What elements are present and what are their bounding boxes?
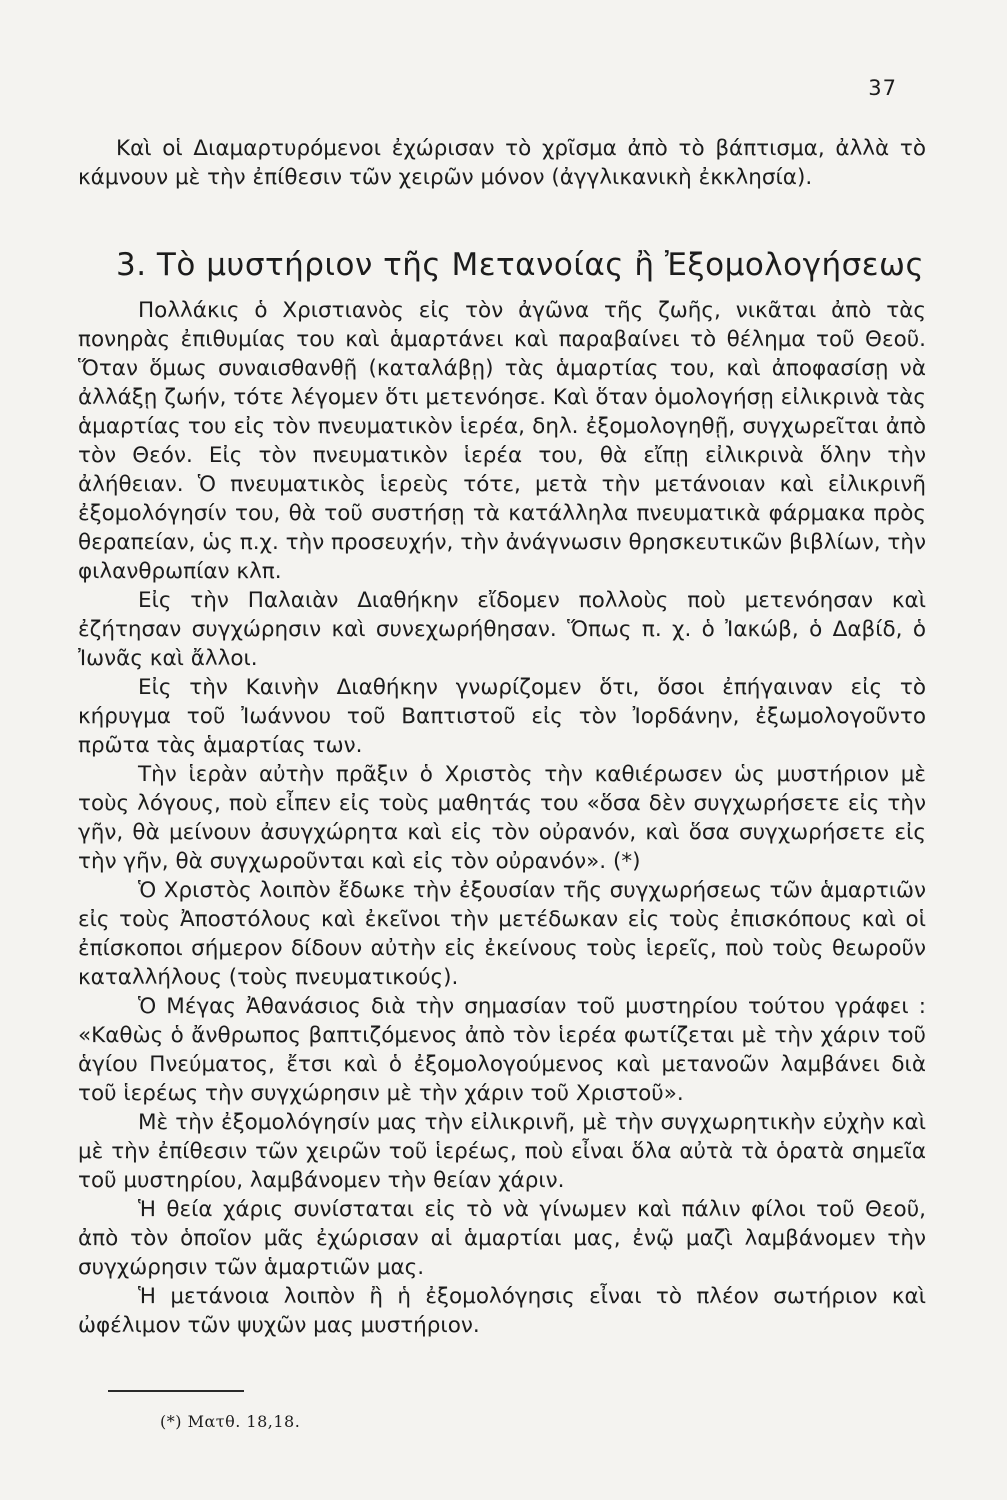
intro-text: Καὶ οἱ Διαμαρτυρόμενοι ἐχώρισαν τὸ χρῖσμα ἀπὸ τὸ βάπτισμα, ἀλλὰ τὸ κάμνουν μὲ τὴν ἐπίθεσιν τῶν χειρῶν μόνον (ἀγγλικανικὴ ἐκκλησία). (78, 136, 926, 190)
intro-paragraph (78, 134, 926, 192)
footnote-divider (108, 1390, 244, 1392)
section-heading: 3. Τὸ μυστήριον τῆς Μετανοίας ἢ Ἐξομολογήσεως (116, 247, 925, 283)
section-body (78, 296, 926, 1340)
paragraph: Τὴν ἱερὰν αὐτὴν πρᾶξιν ὁ Χριστὸς τὴν καθιέρωσεν ὡς μυστήριον μὲ τοὺς λόγους, ποὺ εἶπεν εἰς τοὺς μαθητάς του «ὅσα δὲν συγχωρήσετε εἰς τὴν γῆν, θὰ μείνουν ἀσυγχώρητα καὶ εἰς τὸν οὐρανόν, καὶ ὅσα συγχωρήσετε εἰς τὴν γῆν, θὰ συγχωροῦνται καὶ εἰς τὸν οὐρανόν». (*) (78, 762, 926, 874)
paragraph: Ἡ θεία χάρις συνίσταται εἰς τὸ νὰ γίνωμεν καὶ πάλιν φίλοι τοῦ Θεοῦ, ἀπὸ τὸν ὁποῖον μᾶς ἐχώρισαν αἱ ἁμαρτίαι μας, ἐνῷ μαζὶ λαμβάνομεν τὴν συγχώρησιν τῶν ἁμαρτιῶν μας. (78, 1197, 926, 1280)
paragraph: Εἰς τὴν Καινὴν Διαθήκην γνωρίζομεν ὅτι, ὅσοι ἐπήγαιναν εἰς τὸ κήρυγμα τοῦ Ἰωάννου τοῦ Βαπτιστοῦ εἰς τὸν Ἰορδάνην, ἐξωμολογοῦντο πρῶτα τὰς ἁμαρτίας των. (78, 675, 926, 758)
paragraph: Ὁ Χριστὸς λοιπὸν ἔδωκε τὴν ἐξουσίαν τῆς συγχωρήσεως τῶν ἁμαρτιῶν εἰς τοὺς Ἀποστόλους καὶ ἐκεῖνοι τὴν μετέδωκαν εἰς τοὺς ἐπισκόπους καὶ οἱ ἐπίσκοποι σήμερον δίδουν αὐτὴν εἰς ἐκείνους τοὺς ἱερεῖς, ποὺ τοὺς θεωροῦν καταλλήλους (τοὺς πνευματικούς). (78, 878, 926, 990)
paragraph: Μὲ τὴν ἐξομολόγησίν μας τὴν εἰλικρινῆ, μὲ τὴν συγχωρητικὴν εὐχὴν καὶ μὲ τὴν ἐπίθεσιν τῶν χειρῶν τοῦ ἱερέως, ποὺ εἶναι ὅλα αὐτὰ τὰ ὁρατὰ σημεῖα τοῦ μυστηρίου, λαμβάνομεν τὴν θείαν χάριν. (78, 1110, 926, 1193)
paragraph: Ἡ μετάνοια λοιπὸν ἢ ἡ ἐξομολόγησις εἶναι τὸ πλέον σωτήριον καὶ ὠφέλιμον τῶν ψυχῶν μας μυστήριον. (78, 1284, 926, 1338)
paragraph: Πολλάκις ὁ Χριστιανὸς εἰς τὸν ἀγῶνα τῆς ζωῆς, νικᾶται ἀπὸ τὰς πονηρὰς ἐπιθυμίας του καὶ ἁμαρτάνει καὶ παραβαίνει τὸ θέλημα τοῦ Θεοῦ. Ὅταν ὅμως συναισθανθῇ (καταλάβῃ) τὰς ἁμαρτίας του, καὶ ἀποφασίσῃ νὰ ἀλλάξῃ ζωήν, τότε λέγομεν ὅτι μετενόησε. Καὶ ὅταν ὁμολογήσῃ εἰλικρινὰ τὰς ἁμαρτίας του εἰς τὸν πνευματικὸν ἱερέα, δηλ. ἐξομολογηθῇ, συγχωρεῖται ἀπὸ τὸν Θεόν. Εἰς τὸν πνευματικὸν ἱερέα του, θὰ εἴπῃ εἰλικρινὰ ὅλην τὴν ἀλήθειαν. Ὁ πνευματικὸς ἱερεὺς τότε, μετὰ τὴν μετάνοιαν καὶ εἰλικρινῆ ἐξομολόγησίν του, θὰ τοῦ συστήσῃ τὰ κατάλληλα πνευματικὰ φάρμακα πρὸς θεραπείαν, ὡς π.χ. τὴν προσευχήν, τὴν ἀνάγνωσιν θρησκευτικῶν βιβλίων, τὴν φιλανθρωπίαν κλπ. (78, 298, 926, 584)
paragraph: Ὁ Μέγας Ἀθανάσιος διὰ τὴν σημασίαν τοῦ μυστηρίου τούτου γράφει : «Καθὼς ὁ ἄνθρωπος βαπτιζόμενος ἀπὸ τὸν ἱερέα φωτίζεται μὲ τὴν χάριν τοῦ ἁγίου Πνεύματος, ἔτσι καὶ ὁ ἐξομολογούμενος καὶ μετανοῶν λαμβάνει διὰ τοῦ ἱερέως τὴν συγχώρησιν μὲ τὴν χάριν τοῦ Χριστοῦ». (78, 994, 926, 1106)
page-number: 37 (868, 76, 897, 100)
footnote: (*) Ματθ. 18,18. (160, 1412, 301, 1431)
paragraph: Εἰς τὴν Παλαιὰν Διαθήκην εἴδομεν πολλοὺς ποὺ μετενόησαν καὶ ἐζήτησαν συγχώρησιν καὶ συνεχωρήθησαν. Ὅπως π. χ. ὁ Ἰακώβ, ὁ Δαβίδ, ὁ Ἰωνᾶς καὶ ἄλλοι. (78, 588, 926, 671)
